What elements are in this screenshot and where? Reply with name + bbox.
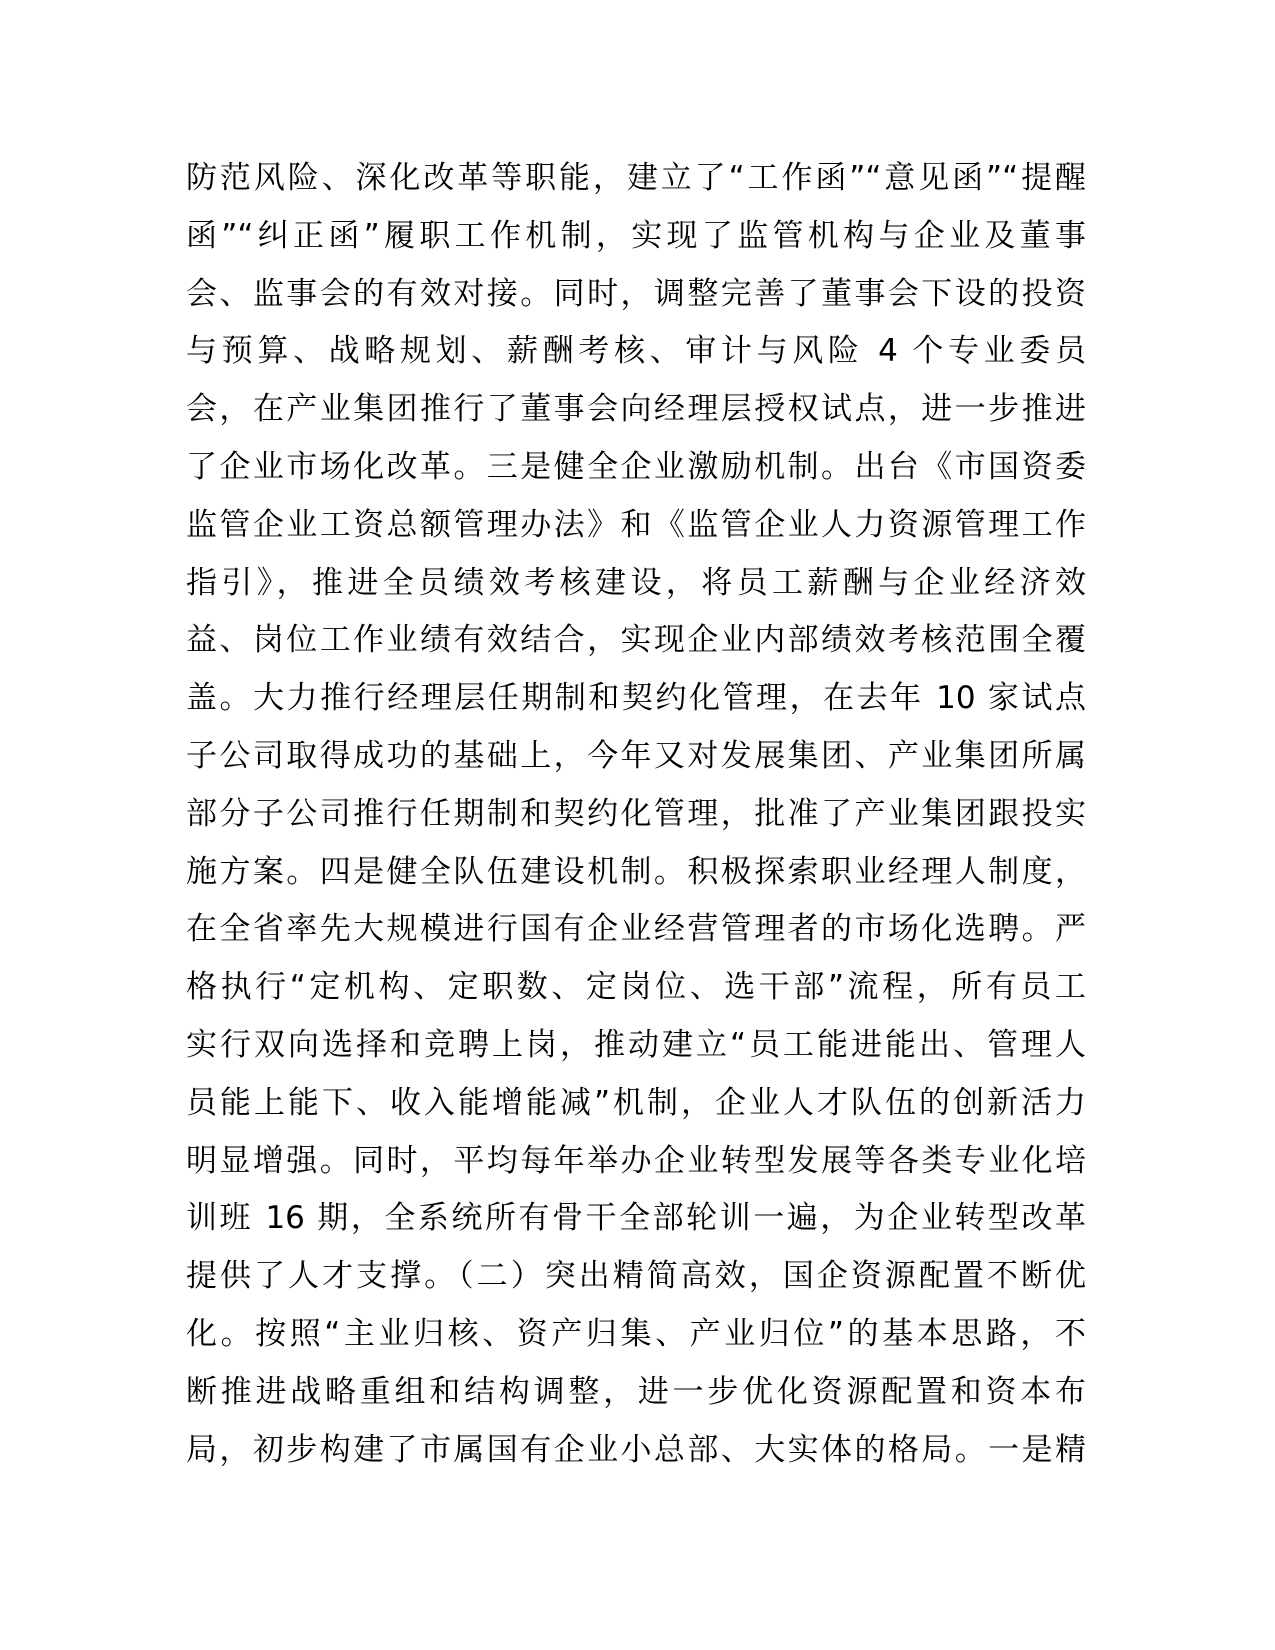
text-line: 会、监事会的有效对接。同时，调整完善了董事会下设的投资 [186,275,1086,312]
text-line: 化。按照“主业归核、资产归集、产业归位”的基本思路，不 [186,1315,1086,1352]
text-line: 员能上能下、收入能增能减”机制，企业人才队伍的创新活力 [186,1084,1086,1121]
text-line: 在全省率先大规模进行国有企业经营管理者的市场化选聘。严 [186,911,1086,948]
text-line: 实行双向选择和竞聘上岗，推动建立“员工能进能出、管理人 [186,1026,1086,1063]
text-line: 了企业市场化改革。三是健全企业激励机制。出台《市国资委 [186,448,1086,485]
text-line: 指引》，推进全员绩效考核建设，将员工薪酬与企业经济效 [186,564,1086,601]
text-line: 防范风险、深化改革等职能，建立了“工作函”“意见函”“提醒 [186,160,1086,196]
text-line: 局，初步构建了市属国有企业小总部、大实体的格局。一是精 [186,1431,1086,1468]
text-line: 会，在产业集团推行了董事会向经理层授权试点，进一步推进 [186,391,1086,428]
text-line: 益、岗位工作业绩有效结合，实现企业内部绩效考核范围全覆 [186,622,1086,659]
body-paragraph [186,150,1086,1479]
text-line: 监管企业工资总额管理办法》和《监管企业人力资源管理工作 [186,506,1086,543]
text-line: 子公司取得成功的基础上，今年又对发展集团、产业集团所属 [186,737,1086,774]
text-line: 提供了人才支撑。（二）突出精简高效，国企资源配置不断优 [186,1258,1086,1295]
text-line: 明显增强。同时，平均每年举办企业转型发展等各类专业化培 [186,1142,1086,1179]
text-line: 施方案。四是健全队伍建设机制。积极探索职业经理人制度， [186,853,1086,890]
text-line: 盖。大力推行经理层任期制和契约化管理，在去年 10 家试点 [186,680,1086,717]
text-line: 与预算、战略规划、薪酬考核、审计与风险 4 个专业委员 [186,333,1086,370]
text-line: 格执行“定机构、定职数、定岗位、选干部”流程，所有员工 [186,969,1086,1006]
text-line: 训班 16 期，全系统所有骨干全部轮训一遍，为企业转型改革 [186,1200,1086,1237]
text-line: 函”“纠正函”履职工作机制，实现了监管机构与企业及董事 [186,217,1086,254]
text-line: 断推进战略重组和结构调整，进一步优化资源配置和资本布 [186,1373,1086,1410]
text-line: 部分子公司推行任期制和契约化管理，批准了产业集团跟投实 [186,795,1086,832]
